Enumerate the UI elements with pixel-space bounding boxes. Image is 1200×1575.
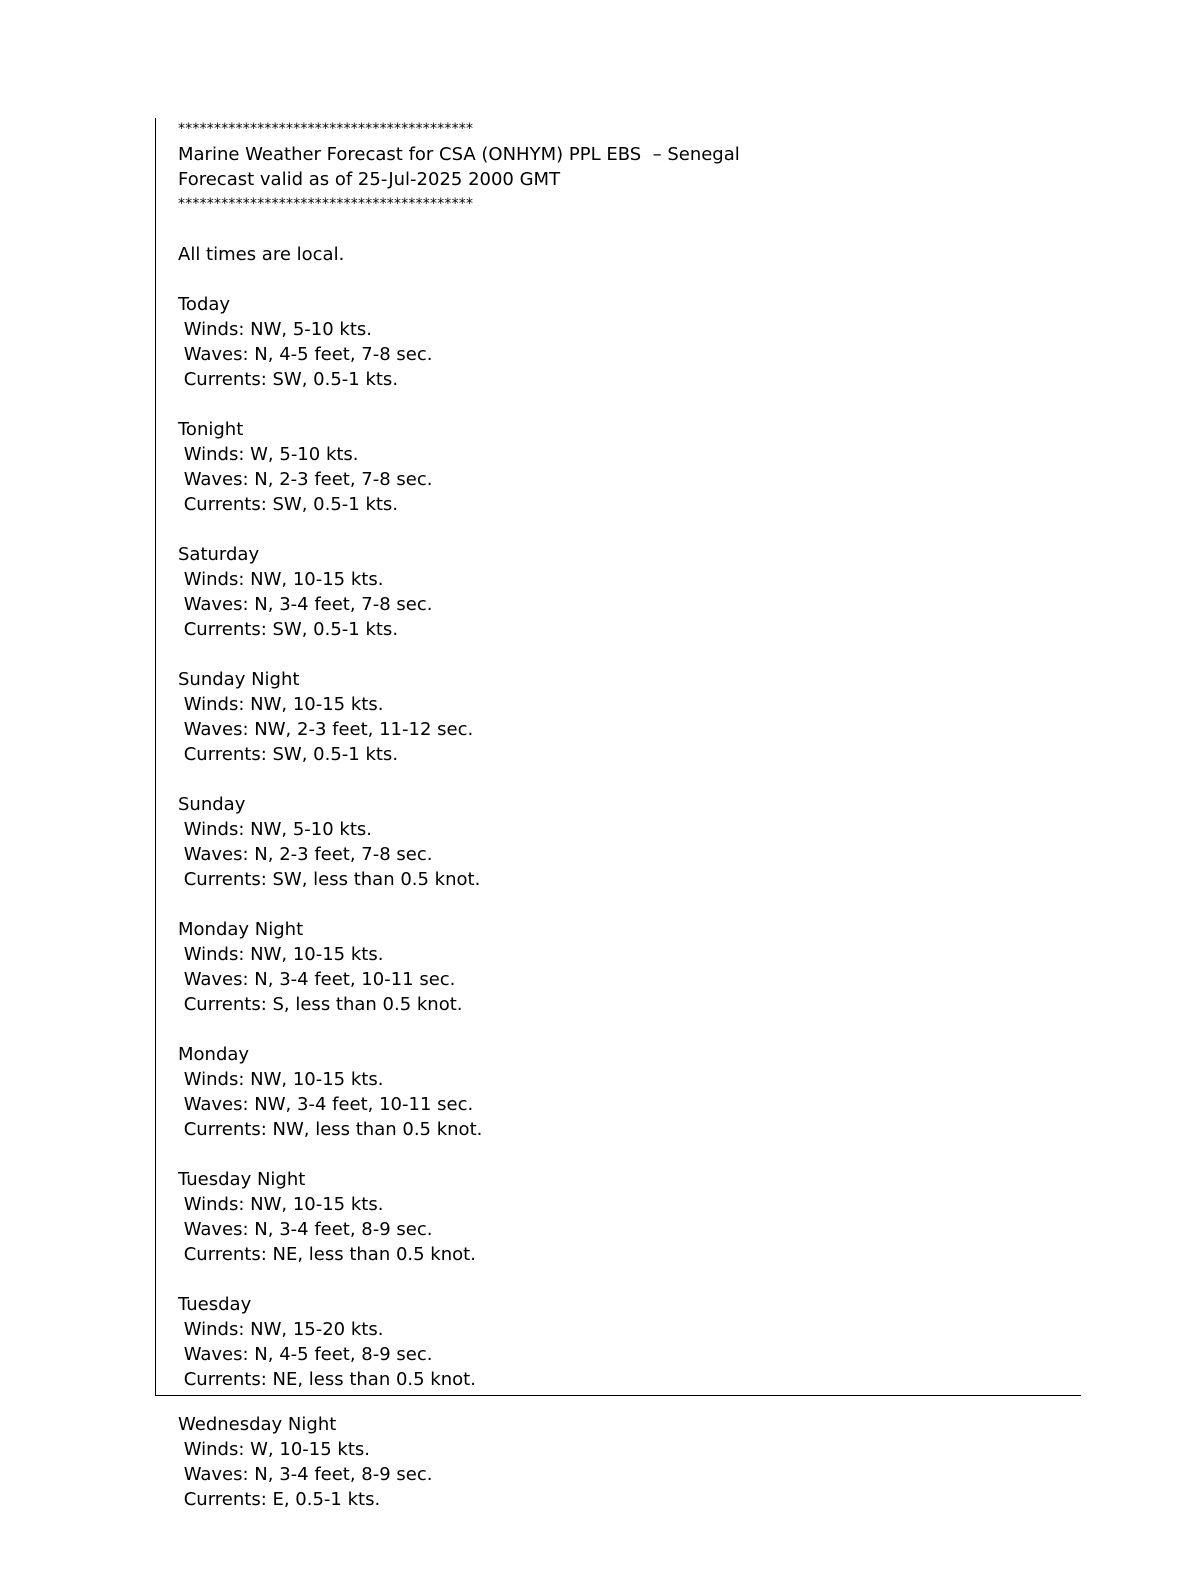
- period-currents: Currents: E, 0.5-1 kts.: [178, 1489, 381, 1510]
- period-currents: Currents: NE, less than 0.5 knot.: [178, 1369, 476, 1390]
- forecast-document: [178, 117, 1058, 1392]
- bottom-border-line: [155, 1395, 1081, 1396]
- spacer: [178, 892, 1058, 917]
- period-name: Tuesday: [178, 1294, 252, 1315]
- period-name: Sunday Night: [178, 669, 300, 690]
- forecast-period: [178, 1292, 1058, 1392]
- spacer: [178, 767, 1058, 792]
- period-currents: Currents: SW, 0.5-1 kts.: [178, 369, 399, 390]
- period-currents: Currents: SW, 0.5-1 kts.: [178, 619, 399, 640]
- period-currents: Currents: SW, 0.5-1 kts.: [178, 744, 399, 765]
- period-winds: Winds: NW, 10-15 kts.: [178, 569, 384, 590]
- period-waves: Waves: NW, 3-4 feet, 10-11 sec.: [178, 1094, 474, 1115]
- period-currents: Currents: SW, less than 0.5 knot.: [178, 869, 481, 890]
- period-currents: Currents: NW, less than 0.5 knot.: [178, 1119, 483, 1140]
- period-winds: Winds: NW, 5-10 kts.: [178, 319, 372, 340]
- forecast-period: [178, 792, 1058, 892]
- period-winds: Winds: NW, 10-15 kts.: [178, 944, 384, 965]
- time-note: All times are local.: [178, 244, 345, 265]
- period-waves: Waves: NW, 2-3 feet, 11-12 sec.: [178, 719, 474, 740]
- period-winds: Winds: W, 10-15 kts.: [178, 1439, 370, 1460]
- spacer: [178, 1142, 1058, 1167]
- spacer: [178, 392, 1058, 417]
- period-waves: Waves: N, 3-4 feet, 7-8 sec.: [178, 594, 433, 615]
- spacer: [178, 1017, 1058, 1042]
- period-name: Saturday: [178, 544, 260, 565]
- spacer: [178, 217, 1058, 242]
- period-currents: Currents: SW, 0.5-1 kts.: [178, 494, 399, 515]
- period-waves: Waves: N, 4-5 feet, 8-9 sec.: [178, 1344, 433, 1365]
- forecast-period: [178, 1042, 1058, 1142]
- period-waves: Waves: N, 3-4 feet, 8-9 sec.: [178, 1464, 433, 1485]
- period-waves: Waves: N, 3-4 feet, 8-9 sec.: [178, 1219, 433, 1240]
- forecast-period: [178, 542, 1058, 642]
- period-winds: Winds: NW, 5-10 kts.: [178, 819, 372, 840]
- period-name: Today: [178, 294, 231, 315]
- period-waves: Waves: N, 4-5 feet, 7-8 sec.: [178, 344, 433, 365]
- period-waves: Waves: N, 3-4 feet, 10-11 sec.: [178, 969, 456, 990]
- forecast-valid-time: Forecast valid as of 25-Jul-2025 2000 GMT: [178, 169, 561, 190]
- forecast-period: [178, 667, 1058, 767]
- forecast-period: [178, 917, 1058, 1017]
- period-waves: Waves: N, 2-3 feet, 7-8 sec.: [178, 844, 433, 865]
- forecast-title: Marine Weather Forecast for CSA (ONHYM) PPL EBS – Senegal: [178, 144, 740, 165]
- period-winds: Winds: NW, 10-15 kts.: [178, 694, 384, 715]
- period-currents: Currents: S, less than 0.5 knot.: [178, 994, 463, 1015]
- period-winds: Winds: NW, 10-15 kts.: [178, 1194, 384, 1215]
- period-name: Monday: [178, 1044, 250, 1065]
- spacer: [178, 642, 1058, 667]
- period-name: Tonight: [178, 419, 244, 440]
- forecast-period: [178, 417, 1058, 517]
- period-winds: Winds: NW, 10-15 kts.: [178, 1069, 384, 1090]
- period-name: Monday Night: [178, 919, 304, 940]
- forecast-period: [178, 292, 1058, 392]
- period-waves: Waves: N, 2-3 feet, 7-8 sec.: [178, 469, 433, 490]
- forecast-period-continued: [178, 1412, 1058, 1512]
- forecast-period: [178, 1167, 1058, 1267]
- period-name: Tuesday Night: [178, 1169, 306, 1190]
- header-stars-bottom: *****************************************: [178, 196, 474, 212]
- spacer: [178, 1267, 1058, 1292]
- period-name: Wednesday Night: [178, 1414, 337, 1435]
- period-winds: Winds: W, 5-10 kts.: [178, 444, 359, 465]
- period-currents: Currents: NE, less than 0.5 knot.: [178, 1244, 476, 1265]
- spacer: [178, 267, 1058, 292]
- spacer: [178, 517, 1058, 542]
- period-name: Sunday: [178, 794, 246, 815]
- period-winds: Winds: NW, 15-20 kts.: [178, 1319, 384, 1340]
- left-border-line: [155, 118, 156, 1396]
- header-stars-top: *****************************************: [178, 121, 474, 137]
